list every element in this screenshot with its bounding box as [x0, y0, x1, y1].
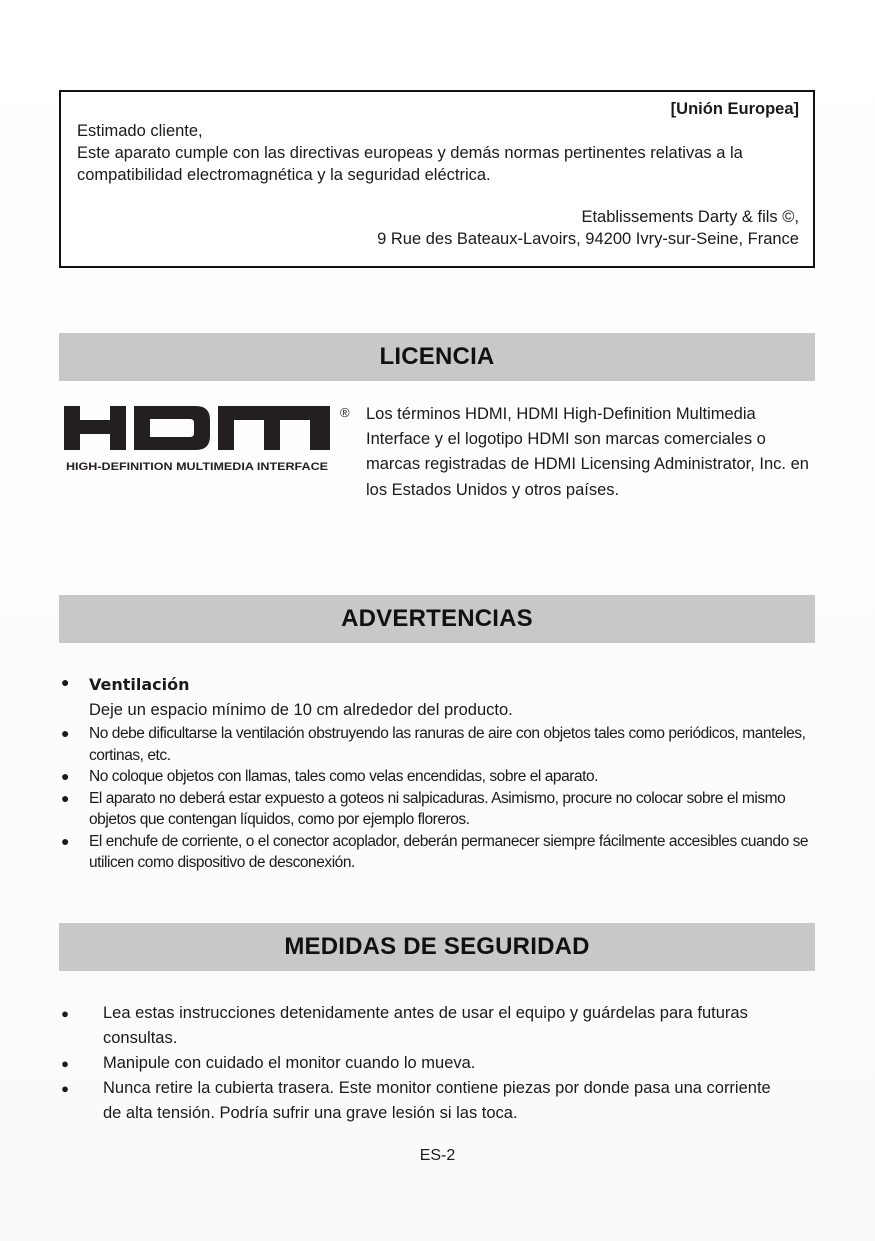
warning-text: El enchufe de corriente, o el conector acoplador, deberán permanecer siempre fácilmente accesibles cuando se utilicen como dispositivo de desconexión. [89, 832, 809, 871]
list-item [59, 766, 815, 788]
bullet-icon: ● [60, 674, 69, 690]
safety-text: Manipule con cuidado el monitor cuando lo mueva. [103, 1054, 476, 1072]
eu-address: 9 Rue des Bateaux-Lavoirs, 94200 Ivry-sur-Seine, France [377, 230, 799, 248]
ventilation-title: Ventilación [89, 675, 190, 694]
bullet-icon: ● [60, 789, 69, 806]
page-number: ES-2 [419, 1147, 456, 1164]
eu-company: Etablissements Darty & fils ©, [581, 208, 799, 226]
medidas-header: MEDIDAS DE SEGURIDAD [59, 923, 815, 971]
safety-text: Lea estas instrucciones detenidamente antes de usar el equipo y guárdelas para futuras consultas. [103, 1004, 748, 1047]
safety-list [59, 1001, 815, 1126]
list-item [59, 788, 815, 831]
list-item [59, 1076, 793, 1126]
list-item [59, 831, 815, 874]
bullet-icon: ● [61, 1056, 69, 1071]
list-item [59, 1051, 793, 1076]
registered-mark: ® [340, 405, 350, 420]
advertencias-header: ADVERTENCIAS [59, 595, 815, 643]
bullet-icon: ● [60, 725, 69, 741]
bullet-icon: ● [61, 1006, 69, 1021]
list-item [59, 1001, 793, 1051]
warning-text: No debe dificultarse la ventilación obstruyendo las ranuras de aire con objetos tales como periódicos, manteles, cortinas, etc. [89, 725, 806, 764]
eu-body: Este aparato cumple con las directivas europeas y demás normas pertinentes relativas a la compatibilidad electromagnética y la seguridad eléctrica. [77, 144, 743, 184]
eu-greeting: Estimado cliente, [77, 122, 203, 140]
bullet-icon: ● [60, 768, 69, 784]
eu-company-block [77, 206, 799, 250]
hdmi-tagline: HIGH-DEFINITION MULTIMEDIA INTERFACE [66, 461, 328, 473]
warning-ventilation [59, 672, 815, 722]
eu-notice-box [59, 90, 815, 268]
warning-text: No coloque objetos con llamas, tales como velas encendidas, sobre el aparato. [89, 768, 599, 785]
warnings-list [59, 672, 815, 874]
ventilation-text: Deje un espacio mínimo de 10 cm alrededor del producto. [89, 701, 513, 719]
license-text: Los términos HDMI, HDMI High-Definition Multimedia Interface y el logotipo HDMI son marcas comerciales o marcas registradas de HDMI Licensing Administrator, Inc. en los Estados Unidos y otros países. [366, 405, 809, 499]
list-item [59, 723, 815, 766]
safety-text: Nunca retire la cubierta trasera. Este monitor contiene piezas por donde pasa una corriente de alta tensión. Podría sufrir una grave lesión si las toca. [103, 1079, 771, 1122]
hdmi-logo [60, 400, 352, 480]
hdmi-logo-mark [64, 406, 330, 450]
warning-text: El aparato no deberá estar expuesto a goteos ni salpicaduras. Asimismo, procure no colocar sobre el mismo objetos que contengan líquidos, como por ejemplo floreros. [89, 789, 786, 828]
licencia-header: LICENCIA [59, 333, 815, 381]
eu-region-label: [Unión Europea] [670, 100, 799, 118]
bullet-icon: ● [61, 1081, 69, 1096]
bullet-icon: ● [60, 832, 69, 849]
